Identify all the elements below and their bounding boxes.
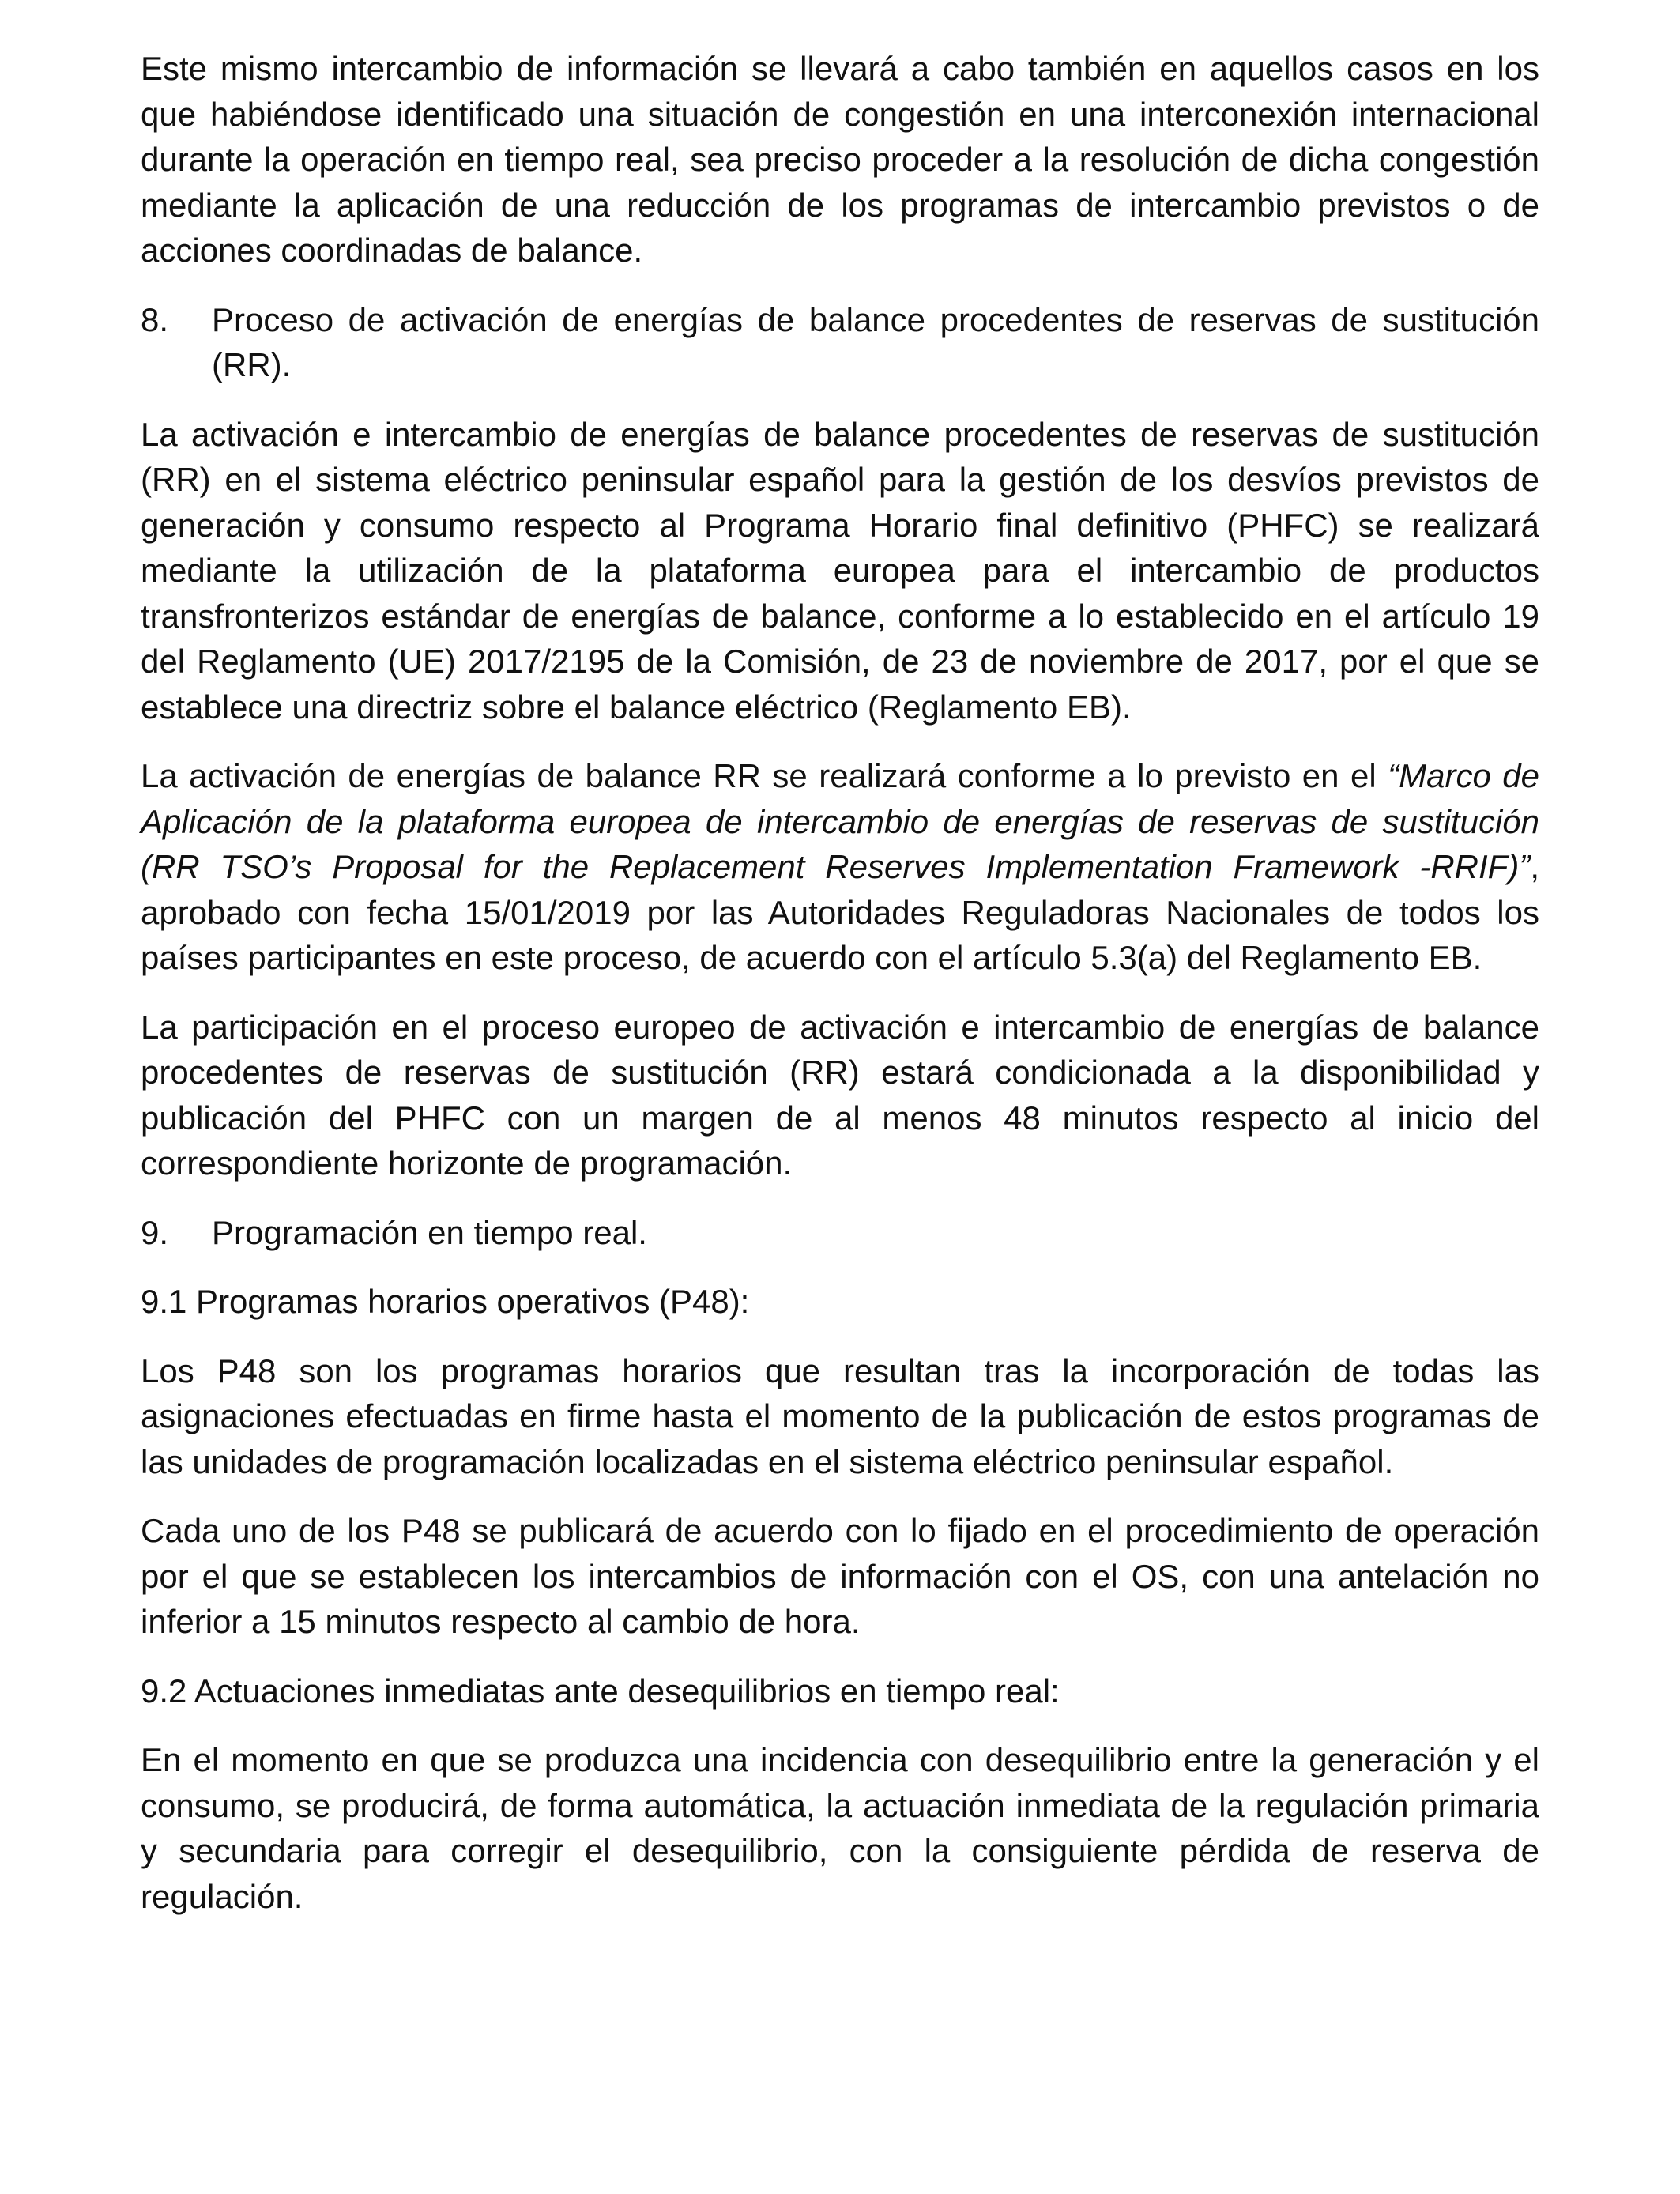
paragraph-rrif-framework [141,753,1539,981]
paragraph-imbalance-response: En el momento en que se produzca una incidencia con desequilibrio entre la generación y el consumo, se producirá, de forma automática, la actuación inmediata de la regulación primaria y secundaria para corregir el desequilibrio, con la consiguiente pérdida de reserva de regulación. [141,1741,1539,1915]
rrif-framework-title: “Marco de Aplicación de la plataforma europea de intercambio de energías de reservas de sustitución (RR TSO’s Proposal for the Replacement Reserves Implementation Framework -RRIF)” [141,757,1539,885]
rrif-text-end: , aprobado con fecha 15/01/2019 por las Autoridades Reguladoras Nacionales de todos los países participantes en este proceso, de acuerdo con el artículo 5.3(a) del Reglamento EB. [141,848,1539,976]
document-page [141,46,1539,1919]
section-8-heading [141,297,1539,388]
rrif-text-start: La activación de energías de balance RR se realizará conforme a lo previsto en el [141,757,1388,794]
subsection-9-1-heading: 9.1 Programas horarios operativos (P48): [141,1283,750,1320]
section-9-heading [141,1210,1539,1256]
paragraph-phfc-condition: La participación en el proceso europeo de activación e intercambio de energías de balance procedentes de reservas de sustitución (RR) estará condicionada a la disponibilidad y publicación del PHFC con un margen de al menos 48 minutos respecto al inicio del correspondiente horizonte de programación. [141,1008,1539,1182]
section-8-number: 8. [141,300,169,338]
paragraph-p48-publication: Cada uno de los P48 se publicará de acuerdo con lo fijado en el procedimiento de operación por el que se establecen los intercambios de información con el OS, con una antelación no inferior a 15 minutos respecto al cambio de hora. [141,1512,1539,1640]
section-8-title: Proceso de activación de energías de balance procedentes de reservas de sustitución (RR). [212,300,1539,383]
section-9-number: 9. [141,1213,169,1251]
subsection-9-2-heading: 9.2 Actuaciones inmediatas ante desequilibrios en tiempo real: [141,1672,1060,1710]
section-9-title: Programación en tiempo real. [212,1213,647,1251]
paragraph-p48-definition: Los P48 son los programas horarios que resultan tras la incorporación de todas las asignaciones efectuadas en firme hasta el momento de la publicación de estos programas de las unidades de programación localizadas en el sistema eléctrico peninsular español. [141,1351,1539,1480]
paragraph-congestion-exchange: Este mismo intercambio de información se llevará a cabo también en aquellos casos en los que habiéndose identificado una situación de congestión en una interconexión internacional durante la operación en tiempo real, sea preciso proceder a la resolución de dicha congestión mediante la aplicación de una reducción de los programas de intercambio previstos o de acciones coordinadas de balance. [141,50,1539,269]
paragraph-rr-activation: La activación e intercambio de energías de balance procedentes de reservas de sustitución (RR) en el sistema eléctrico peninsular español para la gestión de los desvíos previstos de generación y consumo respecto al Programa Horario final definitivo (PHFC) se realizará mediante la utilización de la plataforma europea para el intercambio de productos transfronterizos estándar de energías de balance, conforme a lo establecido en el artículo 19 del Reglamento (UE) 2017/2195 de la Comisión, de 23 de noviembre de 2017, por el que se establece una directriz sobre el balance eléctrico (Reglamento EB). [141,415,1539,726]
